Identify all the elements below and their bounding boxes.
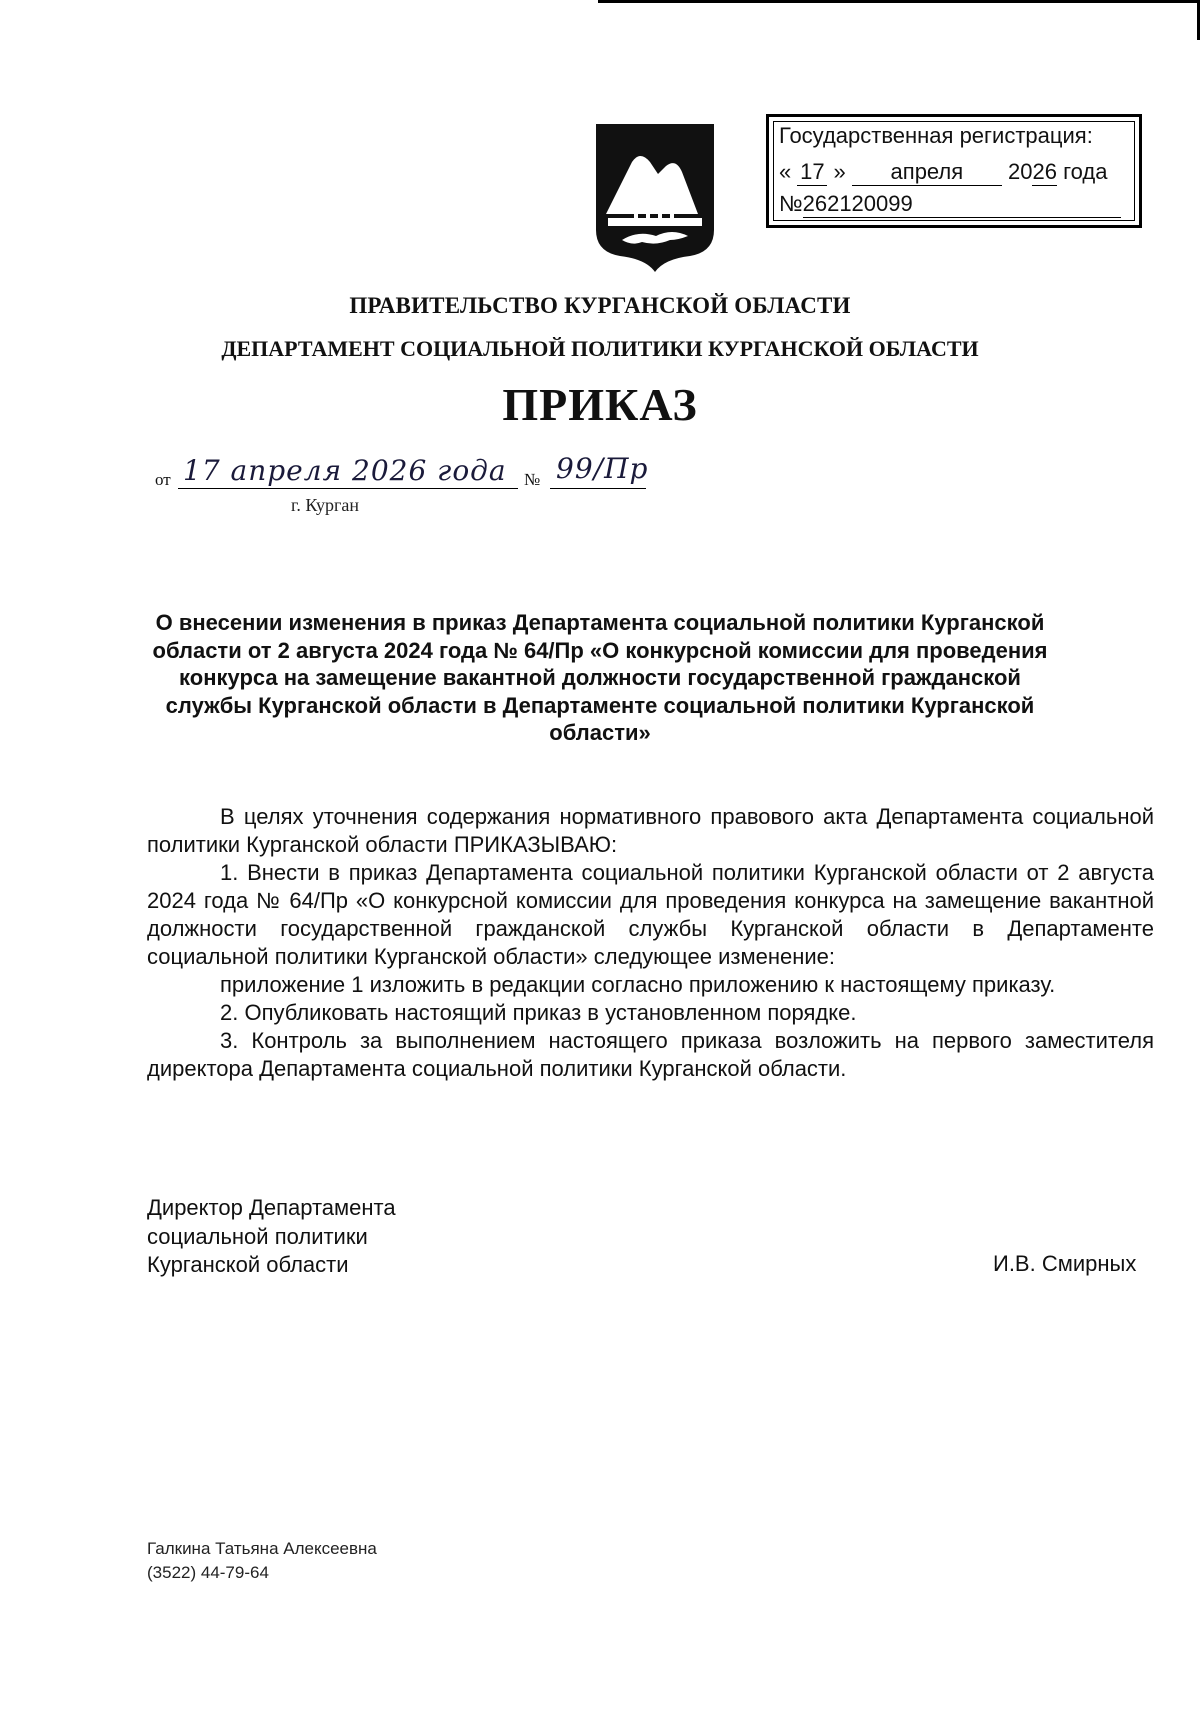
body-paragraph: 1. Внести в приказ Департамента социальной политики Курганской области от 2 августа 2024 года № 64/Пр «О конкурсной комиссии для проведения конкурса на замещение вакантной должности государственной гражданской службы Курганской области в Департаменте социальной политики Курганской области» следующее изменение: <box>147 860 1154 969</box>
order-number-underline <box>550 488 646 489</box>
body-paragraph: 2. Опубликовать настоящий приказ в установленном порядке. <box>220 1000 857 1025</box>
document-title: О внесении изменения в приказ Департамента социальной политики Курганской области от 2 августа 2024 года № 64/Пр «О конкурсной комиссии для проведения конкурса на замещение вакантной должности государственной гражданской службы Курганской области в Департаменте социальной политики Курганской области» <box>152 610 1048 745</box>
document-type-heading: ПРИКАЗ <box>502 379 698 430</box>
signatory-position-line: Директор Департамента <box>147 1195 396 1220</box>
registration-quote-close: » <box>833 159 846 184</box>
signatory-position-line: Курганской области <box>147 1252 349 1277</box>
registration-title: Государственная регистрация: <box>779 123 1093 148</box>
registration-number-line <box>779 191 1121 218</box>
body-paragraph: приложение 1 изложить в редакции согласно приложению к настоящему приказу. <box>220 972 1056 997</box>
registration-year-suffix: 26 <box>1032 159 1057 184</box>
executor-phone: (3522) 44-79-64 <box>147 1563 269 1582</box>
coat-of-arms-icon <box>594 122 716 274</box>
signatory-position <box>147 1194 396 1280</box>
registration-number-label: № <box>779 191 803 216</box>
registration-quote-open: « <box>779 159 792 184</box>
order-date-underline <box>178 488 518 489</box>
order-date-handwritten: 17 апреля 2026 года <box>183 454 507 487</box>
registration-year-word: года <box>1063 159 1108 184</box>
registration-date <box>779 159 1131 186</box>
order-city: г. Курган <box>291 495 360 515</box>
executor-contact <box>147 1537 377 1585</box>
document-body <box>147 803 1154 1083</box>
body-paragraph: В целях уточнения содержания нормативного правового акта Департамента социальной политики Курганской области ПРИКАЗЫВАЮ: <box>147 804 1154 857</box>
registration-stamp <box>766 114 1142 228</box>
signatory-position-line: социальной политики <box>147 1223 368 1249</box>
registration-day: 17 <box>797 159 827 186</box>
registration-number: 262120099 <box>803 191 1121 218</box>
order-number-label: № <box>524 470 541 489</box>
government-heading: ПРАВИТЕЛЬСТВО КУРГАНСКОЙ ОБЛАСТИ <box>349 293 851 318</box>
order-from-label: от <box>155 470 171 489</box>
registration-month: апреля <box>852 159 1002 186</box>
body-paragraph: 3. Контроль за выполнением настоящего приказа возложить на первого заместителя директора Департамента социальной политики Курганской области. <box>147 1028 1154 1081</box>
department-heading: ДЕПАРТАМЕНТ СОЦИАЛЬНОЙ ПОЛИТИКИ КУРГАНСКОЙ ОБЛАСТИ <box>221 336 979 361</box>
order-number-handwritten: 99/Пр <box>556 452 649 485</box>
executor-name: Галкина Татьяна Алексеевна <box>147 1539 377 1558</box>
registration-year-prefix: 20 <box>1008 159 1033 184</box>
signatory-name: И.В. Смирных <box>993 1251 1137 1276</box>
scan-edge-line <box>598 0 1200 3</box>
